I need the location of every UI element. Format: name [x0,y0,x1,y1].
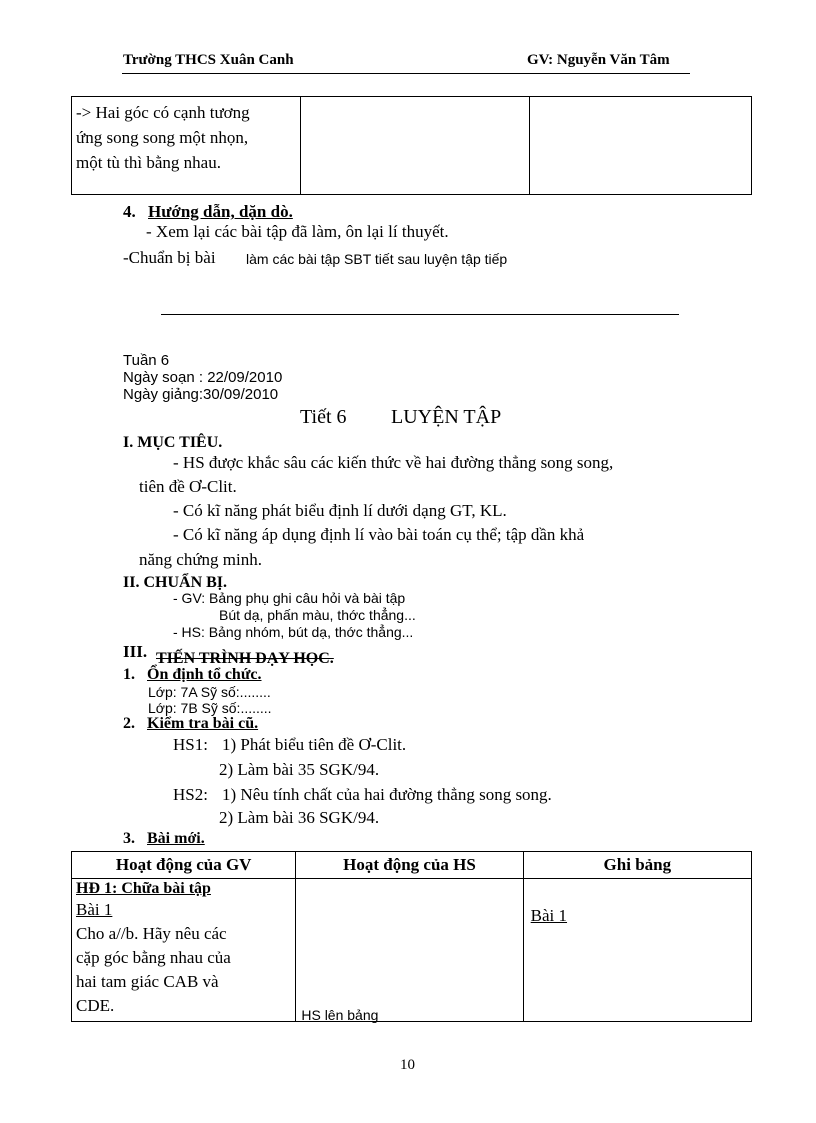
top-table-line: ứng song song một nhọn, [76,128,249,147]
objectives-line: - Có kĩ năng phát biểu định lí dưới dạng GT, KL. [173,501,507,520]
section4-line2a: -Chuẩn bị bài [123,248,216,267]
objectives-line: - Có kĩ năng áp dụng định lí vào bài toán cụ thể; tập dần khả [173,525,585,544]
section4-line1: - Xem lại các bài tập đã làm, ôn lại lí thuyết. [146,222,449,241]
top-table [71,96,752,195]
top-table-line: -> Hai góc có cạnh tương [76,103,250,122]
top-table-col1 [72,97,301,195]
class-7a: Lớp: 7A Sỹ số:........ [148,684,271,700]
header-gv: Hoạt động của GV [72,852,296,879]
hs2-question2: 2) Làm bài 36 SGK/94. [219,808,380,827]
week: Tuần 6 [123,352,170,369]
class-7b: Lớp: 7B Sỹ số:........ [148,700,272,716]
section4-number: 4. [123,202,136,221]
header-hs: Hoạt động của HS [296,852,523,879]
teach-date: Ngày giảng:30/09/2010 [123,386,279,403]
objectives-line: tiên đề Ơ-Clit. [139,477,237,496]
hs2-label: HS2: [173,785,208,804]
preparation-heading: II. CHUẨN BỊ. [123,574,228,591]
header-school: Trường THCS Xuân Canh [123,52,294,68]
header-rule [122,73,690,74]
step1-number: 1. [123,666,135,683]
step2-title: Kiểm tra bài cũ. [147,715,259,732]
gv-activity [72,879,296,1022]
gv-activity-line: CDE. [76,996,115,1015]
hs-activity-text: HS lên bảng [301,1007,379,1023]
gv-activity-sub: Bài 1 [76,900,113,919]
preparation-gv: - GV: Bảng phụ ghi câu hỏi và bài tập [173,590,406,606]
hs-activity [296,879,523,1022]
page-number: 10 [400,1057,415,1073]
preparation-hs: - HS: Bảng nhóm, bút dạ, thớc thẳng... [173,624,414,640]
header-teacher: GV: Nguyễn Văn Tâm [527,52,670,68]
gv-activity-line: cặp góc bằng nhau của [76,948,231,967]
prep-date: Ngày soạn : 22/09/2010 [123,369,283,386]
hs1-question1: 1) Phát biểu tiên đề Ơ-Clit. [222,735,407,754]
process-roman: III. [123,642,148,661]
step3-number: 3. [123,830,135,847]
section4-title: Hướng dẫn, dặn dò. [148,202,293,221]
step2-number: 2. [123,715,135,732]
top-table-col2 [301,97,530,195]
objectives-heading-text: I. MỤC TIÊU. [123,434,223,451]
top-table-col3 [530,97,752,195]
gv-activity-title: HĐ 1: Chữa bài tập [76,880,211,897]
objectives-line: năng chứng minh. [139,550,263,569]
process-heading: TIẾN TRÌNH DẠY HỌC. [156,650,334,667]
objectives-line: - HS được khắc sâu các kiến thức về hai đường thẳng song song, [173,453,614,472]
section4-line2b: làm các bài tập SBT tiết sau luyện tập tiếp [246,251,508,267]
hs1-label: HS1: [173,735,208,754]
header-board: Ghi bảng [523,852,751,879]
objectives-heading [123,434,222,452]
section-divider [161,314,679,315]
board-notes-title: Bài 1 [530,906,568,925]
board-notes [523,879,751,1022]
top-table-line: một tù thì bằng nhau. [76,153,221,172]
gv-activity-line: hai tam giác CAB và [76,972,219,991]
lesson-period: Tiết 6 [300,406,347,428]
hs2-question1: 1) Nêu tính chất của hai đường thẳng song song. [222,785,552,804]
hs1-question2: 2) Làm bài 35 SGK/94. [219,760,380,779]
gv-activity-line: Cho a//b. Hãy nêu các [76,924,227,943]
step3-title: Bài mới. [147,830,205,847]
activity-table [71,851,752,1022]
preparation-gv2: Bút dạ, phấn màu, thớc thẳng... [219,607,416,623]
lesson-title: LUYỆN TẬP [391,406,502,428]
step1-title: Ổn định tổ chức. [147,666,262,683]
